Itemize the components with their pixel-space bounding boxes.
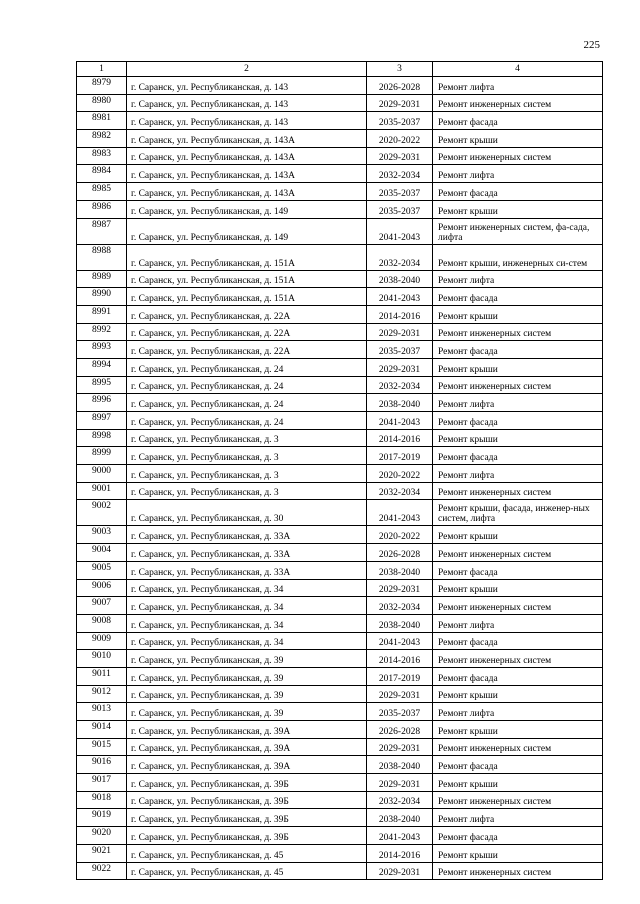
row-number-cell: 8987 — [77, 218, 127, 244]
period-cell: 2032-2034 — [367, 791, 433, 809]
period-cell: 2020-2022 — [367, 130, 433, 148]
work-type-cell: Ремонт фасада — [433, 341, 603, 359]
address-cell: г. Саранск, ул. Республиканская, д. 39 — [127, 650, 367, 668]
row-number-cell: 8997 — [77, 412, 127, 430]
table-row — [77, 412, 603, 430]
work-type-cell: Ремонт фасада — [433, 288, 603, 306]
work-type-cell: Ремонт фасада — [433, 561, 603, 579]
work-type-cell: Ремонт инженерных систем — [433, 544, 603, 562]
table-row — [77, 632, 603, 650]
row-number-cell: 9020 — [77, 827, 127, 845]
period-cell: 2035-2037 — [367, 341, 433, 359]
address-cell: г. Саранск, ул. Республиканская, д. 3 — [127, 482, 367, 500]
address-cell: г. Саранск, ул. Республиканская, д. 39Б — [127, 827, 367, 845]
work-type-cell: Ремонт инженерных систем — [433, 482, 603, 500]
column-header-2: 2 — [127, 62, 367, 77]
row-number-cell: 8986 — [77, 200, 127, 218]
work-type-cell: Ремонт фасада — [433, 447, 603, 465]
work-type-cell: Ремонт лифта — [433, 270, 603, 288]
work-type-cell: Ремонт лифта — [433, 703, 603, 721]
row-number-cell: 8992 — [77, 323, 127, 341]
column-header-1: 1 — [77, 62, 127, 77]
row-number-cell: 8982 — [77, 130, 127, 148]
address-cell: г. Саранск, ул. Республиканская, д. 39А — [127, 756, 367, 774]
row-number-cell: 9009 — [77, 632, 127, 650]
table-row — [77, 650, 603, 668]
address-cell: г. Саранск, ул. Республиканская, д. 30 — [127, 500, 367, 526]
work-type-cell: Ремонт крыши — [433, 200, 603, 218]
period-cell: 2032-2034 — [367, 165, 433, 183]
table-row — [77, 147, 603, 165]
address-cell: г. Саранск, ул. Республиканская, д. 143А — [127, 130, 367, 148]
period-cell: 2041-2043 — [367, 218, 433, 244]
address-cell: г. Саранск, ул. Республиканская, д. 22А — [127, 341, 367, 359]
address-cell: г. Саранск, ул. Республиканская, д. 151А — [127, 244, 367, 270]
period-cell: 2014-2016 — [367, 429, 433, 447]
period-cell: 2035-2037 — [367, 183, 433, 201]
row-number-cell: 8998 — [77, 429, 127, 447]
table-row — [77, 482, 603, 500]
table-row — [77, 77, 603, 95]
row-number-cell: 8979 — [77, 77, 127, 95]
row-number-cell: 9011 — [77, 667, 127, 685]
table-row — [77, 703, 603, 721]
period-cell: 2035-2037 — [367, 112, 433, 130]
address-cell: г. Саранск, ул. Республиканская, д. 33А — [127, 561, 367, 579]
work-type-cell: Ремонт инженерных систем — [433, 147, 603, 165]
row-number-cell: 9003 — [77, 526, 127, 544]
period-cell: 2041-2043 — [367, 412, 433, 430]
row-number-cell: 8981 — [77, 112, 127, 130]
row-number-cell: 9001 — [77, 482, 127, 500]
period-cell: 2029-2031 — [367, 738, 433, 756]
address-cell: г. Саранск, ул. Республиканская, д. 39 — [127, 703, 367, 721]
row-number-cell: 8999 — [77, 447, 127, 465]
address-cell: г. Саранск, ул. Республиканская, д. 143А — [127, 165, 367, 183]
table-row — [77, 827, 603, 845]
address-cell: г. Саранск, ул. Республиканская, д. 151А — [127, 270, 367, 288]
work-type-cell: Ремонт инженерных систем — [433, 597, 603, 615]
table-row — [77, 130, 603, 148]
row-number-cell: 9004 — [77, 544, 127, 562]
address-cell: г. Саранск, ул. Республиканская, д. 22А — [127, 305, 367, 323]
period-cell: 2029-2031 — [367, 358, 433, 376]
period-cell: 2029-2031 — [367, 579, 433, 597]
work-type-cell: Ремонт лифта — [433, 809, 603, 827]
row-number-cell: 8995 — [77, 376, 127, 394]
table-row — [77, 323, 603, 341]
period-cell: 2038-2040 — [367, 270, 433, 288]
table-row — [77, 447, 603, 465]
work-type-cell: Ремонт крыши — [433, 721, 603, 739]
work-type-cell: Ремонт фасада — [433, 112, 603, 130]
table-row — [77, 544, 603, 562]
table-body — [77, 77, 603, 880]
period-cell: 2029-2031 — [367, 862, 433, 880]
period-cell: 2020-2022 — [367, 465, 433, 483]
work-type-cell: Ремонт крыши — [433, 429, 603, 447]
address-cell: г. Саранск, ул. Республиканская, д. 143 — [127, 77, 367, 95]
period-cell: 2041-2043 — [367, 827, 433, 845]
period-cell: 2026-2028 — [367, 721, 433, 739]
table-row — [77, 429, 603, 447]
table-row — [77, 685, 603, 703]
address-cell: г. Саранск, ул. Республиканская, д. 34 — [127, 579, 367, 597]
work-type-cell: Ремонт фасада — [433, 827, 603, 845]
table-row — [77, 465, 603, 483]
work-type-cell: Ремонт инженерных систем — [433, 791, 603, 809]
table-row — [77, 200, 603, 218]
row-number-cell: 8984 — [77, 165, 127, 183]
table-row — [77, 270, 603, 288]
table-row — [77, 597, 603, 615]
table-row — [77, 561, 603, 579]
address-cell: г. Саранск, ул. Республиканская, д. 149 — [127, 218, 367, 244]
address-cell: г. Саранск, ул. Республиканская, д. 149 — [127, 200, 367, 218]
address-cell: г. Саранск, ул. Республиканская, д. 143А — [127, 147, 367, 165]
register-table — [76, 61, 603, 880]
table-row — [77, 500, 603, 526]
table-row — [77, 667, 603, 685]
table-row — [77, 809, 603, 827]
work-type-cell: Ремонт лифта — [433, 394, 603, 412]
work-type-cell: Ремонт фасада — [433, 632, 603, 650]
row-number-cell: 9021 — [77, 844, 127, 862]
table-row — [77, 862, 603, 880]
address-cell: г. Саранск, ул. Республиканская, д. 39Б — [127, 809, 367, 827]
row-number-cell: 9016 — [77, 756, 127, 774]
period-cell: 2014-2016 — [367, 650, 433, 668]
period-cell: 2032-2034 — [367, 597, 433, 615]
table-row — [77, 165, 603, 183]
period-cell: 2041-2043 — [367, 500, 433, 526]
work-type-cell: Ремонт инженерных систем — [433, 738, 603, 756]
table-row — [77, 721, 603, 739]
work-type-cell: Ремонт инженерных систем — [433, 862, 603, 880]
work-type-cell: Ремонт крыши — [433, 305, 603, 323]
period-cell: 2038-2040 — [367, 756, 433, 774]
period-cell: 2014-2016 — [367, 305, 433, 323]
work-type-cell: Ремонт фасада — [433, 756, 603, 774]
work-type-cell: Ремонт фасада — [433, 412, 603, 430]
period-cell: 2032-2034 — [367, 482, 433, 500]
work-type-cell: Ремонт крыши — [433, 844, 603, 862]
address-cell: г. Саранск, ул. Республиканская, д. 34 — [127, 597, 367, 615]
table-row — [77, 756, 603, 774]
period-cell: 2026-2028 — [367, 77, 433, 95]
address-cell: г. Саранск, ул. Республиканская, д. 151А — [127, 288, 367, 306]
table-row — [77, 288, 603, 306]
period-cell: 2017-2019 — [367, 667, 433, 685]
row-number-cell: 9000 — [77, 465, 127, 483]
period-cell: 2029-2031 — [367, 94, 433, 112]
period-cell: 2032-2034 — [367, 376, 433, 394]
address-cell: г. Саранск, ул. Республиканская, д. 33А — [127, 544, 367, 562]
work-type-cell: Ремонт инженерных систем, фа-сада, лифта — [433, 218, 603, 244]
period-cell: 2020-2022 — [367, 526, 433, 544]
work-type-cell: Ремонт крыши — [433, 358, 603, 376]
table-row — [77, 844, 603, 862]
table-row — [77, 358, 603, 376]
work-type-cell: Ремонт лифта — [433, 165, 603, 183]
work-type-cell: Ремонт лифта — [433, 77, 603, 95]
work-type-cell: Ремонт крыши — [433, 579, 603, 597]
work-type-cell: Ремонт фасада — [433, 183, 603, 201]
column-header-3: 3 — [367, 62, 433, 77]
column-header-4: 4 — [433, 62, 603, 77]
table-row — [77, 394, 603, 412]
address-cell: г. Саранск, ул. Республиканская, д. 24 — [127, 394, 367, 412]
period-cell: 2032-2034 — [367, 244, 433, 270]
row-number-cell: 8993 — [77, 341, 127, 359]
period-cell: 2038-2040 — [367, 394, 433, 412]
work-type-cell: Ремонт инженерных систем — [433, 323, 603, 341]
row-number-cell: 9002 — [77, 500, 127, 526]
row-number-cell: 9015 — [77, 738, 127, 756]
row-number-cell: 9018 — [77, 791, 127, 809]
row-number-cell: 8983 — [77, 147, 127, 165]
row-number-cell: 9012 — [77, 685, 127, 703]
address-cell: г. Саранск, ул. Республиканская, д. 143А — [127, 183, 367, 201]
row-number-cell: 9007 — [77, 597, 127, 615]
address-cell: г. Саранск, ул. Республиканская, д. 39Б — [127, 774, 367, 792]
row-number-cell: 8980 — [77, 94, 127, 112]
work-type-cell: Ремонт фасада — [433, 667, 603, 685]
row-number-cell: 9006 — [77, 579, 127, 597]
address-cell: г. Саранск, ул. Республиканская, д. 39Б — [127, 791, 367, 809]
table-row — [77, 579, 603, 597]
address-cell: г. Саранск, ул. Республиканская, д. 24 — [127, 358, 367, 376]
period-cell: 2029-2031 — [367, 323, 433, 341]
work-type-cell: Ремонт крыши, инженерных си-стем — [433, 244, 603, 270]
address-cell: г. Саранск, ул. Республиканская, д. 39А — [127, 738, 367, 756]
row-number-cell: 8990 — [77, 288, 127, 306]
table-row — [77, 526, 603, 544]
address-cell: г. Саранск, ул. Республиканская, д. 34 — [127, 632, 367, 650]
period-cell: 2026-2028 — [367, 544, 433, 562]
address-cell: г. Саранск, ул. Республиканская, д. 3 — [127, 447, 367, 465]
table-row — [77, 341, 603, 359]
row-number-cell: 8988 — [77, 244, 127, 270]
work-type-cell: Ремонт инженерных систем — [433, 94, 603, 112]
table-row — [77, 112, 603, 130]
work-type-cell: Ремонт инженерных систем — [433, 376, 603, 394]
page-number: 225 — [583, 39, 600, 51]
address-cell: г. Саранск, ул. Республиканская, д. 3 — [127, 429, 367, 447]
table-row — [77, 738, 603, 756]
work-type-cell: Ремонт лифта — [433, 465, 603, 483]
table-row — [77, 183, 603, 201]
table-row — [77, 614, 603, 632]
address-cell: г. Саранск, ул. Республиканская, д. 24 — [127, 412, 367, 430]
address-cell: г. Саранск, ул. Республиканская, д. 34 — [127, 614, 367, 632]
row-number-cell: 9014 — [77, 721, 127, 739]
table-row — [77, 305, 603, 323]
address-cell: г. Саранск, ул. Республиканская, д. 143 — [127, 94, 367, 112]
period-cell: 2017-2019 — [367, 447, 433, 465]
period-cell: 2038-2040 — [367, 561, 433, 579]
period-cell: 2041-2043 — [367, 288, 433, 306]
table-row — [77, 791, 603, 809]
work-type-cell: Ремонт крыши — [433, 130, 603, 148]
address-cell: г. Саранск, ул. Республиканская, д. 45 — [127, 844, 367, 862]
table-row — [77, 218, 603, 244]
table-row — [77, 94, 603, 112]
address-cell: г. Саранск, ул. Республиканская, д. 3 — [127, 465, 367, 483]
table-header-row — [77, 62, 603, 77]
row-number-cell: 8989 — [77, 270, 127, 288]
row-number-cell: 9008 — [77, 614, 127, 632]
address-cell: г. Саранск, ул. Республиканская, д. 39 — [127, 667, 367, 685]
address-cell: г. Саранск, ул. Республиканская, д. 39 — [127, 685, 367, 703]
work-type-cell: Ремонт крыши — [433, 685, 603, 703]
work-type-cell: Ремонт крыши — [433, 526, 603, 544]
row-number-cell: 9013 — [77, 703, 127, 721]
address-cell: г. Саранск, ул. Республиканская, д. 22А — [127, 323, 367, 341]
work-type-cell: Ремонт лифта — [433, 614, 603, 632]
address-cell: г. Саранск, ул. Республиканская, д. 33А — [127, 526, 367, 544]
address-cell: г. Саранск, ул. Республиканская, д. 39А — [127, 721, 367, 739]
period-cell: 2029-2031 — [367, 147, 433, 165]
table-row — [77, 376, 603, 394]
period-cell: 2041-2043 — [367, 632, 433, 650]
row-number-cell: 9010 — [77, 650, 127, 668]
table-row — [77, 244, 603, 270]
row-number-cell: 9022 — [77, 862, 127, 880]
work-type-cell: Ремонт инженерных систем — [433, 650, 603, 668]
address-cell: г. Саранск, ул. Республиканская, д. 45 — [127, 862, 367, 880]
period-cell: 2029-2031 — [367, 774, 433, 792]
row-number-cell: 8996 — [77, 394, 127, 412]
period-cell: 2038-2040 — [367, 809, 433, 827]
row-number-cell: 8991 — [77, 305, 127, 323]
row-number-cell: 8994 — [77, 358, 127, 376]
address-cell: г. Саранск, ул. Республиканская, д. 24 — [127, 376, 367, 394]
address-cell: г. Саранск, ул. Республиканская, д. 143 — [127, 112, 367, 130]
period-cell: 2029-2031 — [367, 685, 433, 703]
row-number-cell: 9017 — [77, 774, 127, 792]
period-cell: 2035-2037 — [367, 703, 433, 721]
period-cell: 2035-2037 — [367, 200, 433, 218]
work-type-cell: Ремонт крыши, фасада, инженер-ных систем, лифта — [433, 500, 603, 526]
period-cell: 2014-2016 — [367, 844, 433, 862]
work-type-cell: Ремонт крыши — [433, 774, 603, 792]
period-cell: 2038-2040 — [367, 614, 433, 632]
row-number-cell: 9005 — [77, 561, 127, 579]
row-number-cell: 8985 — [77, 183, 127, 201]
row-number-cell: 9019 — [77, 809, 127, 827]
table-row — [77, 774, 603, 792]
